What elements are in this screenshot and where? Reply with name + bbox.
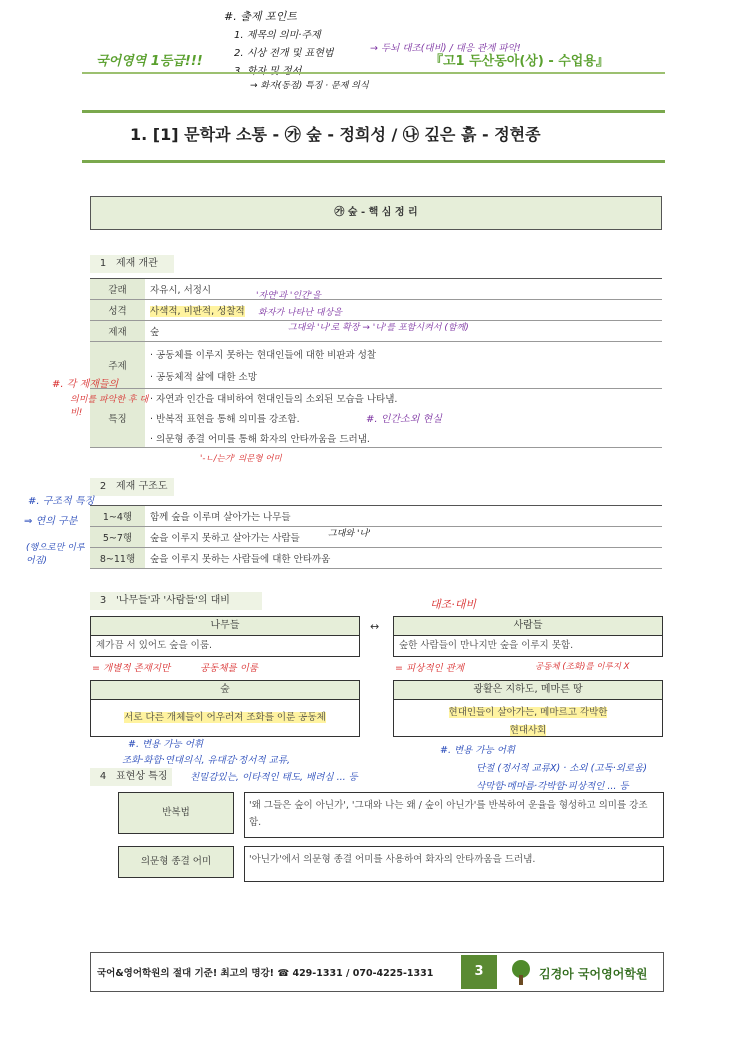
section4-num: 4 [99,771,107,782]
row-label: 성격 [90,300,145,321]
top-note-point1: 1. 제목의 의미·주제 [234,30,321,41]
main-title: 1. [1] 문학과 소통 - ㉮ 숲 - 정희성 / ㉯ 깊은 흙 - 정현종 [130,125,541,144]
footer-slogan: 국어&영어학원의 절대 기준! 최고의 명강! ☎ 429-1331 / 070-4225-1331 [97,968,434,979]
row-label: 갈래 [90,279,145,300]
feature-item: · 의문형 종결 어미를 통해 화자의 안타까움을 드러냄. [150,434,370,445]
row-value: 함께 숲을 이루며 살아가는 나무들 [145,506,662,527]
section2-num: 2 [99,481,107,492]
academy-name: 김경아 국어영어학원 [539,967,648,981]
row-label: 8~11행 [90,548,145,569]
top-note-point3 [234,62,301,77]
row-value: 숲 [145,321,662,342]
city-desc-text: 현대인들이 살아가는, 메마르고 각박한 [448,707,608,718]
note-structure2: ⇒ 연의 구분 [24,516,78,527]
row-value [145,300,662,321]
city-desc-text2: 현대사회 [509,725,547,736]
question-desc: '아닌가'에서 의문형 종결 어미를 사용하여 화자의 안타까움을 드러냄. [244,846,664,882]
tree-icon [507,959,535,991]
forest-desc [90,699,360,737]
section4-title: 표현상 특징 [116,771,168,782]
theme-item: · 공동체를 이루지 못하는 현대인들에 대한 비판과 성찰 [150,350,377,361]
section2-title: 제재 구조도 [116,481,168,492]
people-desc: 숲한 사람들이 만나지만 숲을 이루지 못함. [393,635,663,657]
note-insight: 화자가 나타난 대상을 [258,308,342,318]
city-desc-line2 [394,722,662,736]
row-value: 숲을 이루지 못하고 살아가는 사람들 [145,527,662,548]
repetition-desc: '왜 그들은 숲이 아닌가', '그대와 나는 왜 / 숲이 아닌가'를 반복하여 운율을 형성하고 의미를 강조함. [244,792,664,838]
row-value: 숲을 이루지 못하는 사람들에 대한 안타까움 [145,548,662,569]
city-label: 광활은 지하도, 메마른 땅 [393,680,663,700]
contrast-arrow: ↔ [370,620,380,633]
theme-values [145,342,662,389]
note-you-me: 그대와 '나'로 확장 → '나'를 포함시켜서 (함께) [288,323,469,333]
city-desc-line1 [394,704,662,718]
forest-label: 숲 [90,680,360,700]
feature-item: · 반복적 표현을 통해 의미를 강조함. [150,414,300,425]
feature-label: 특징 [90,389,145,448]
note-structure: #. 구조적 특징 [28,496,95,507]
note-var1: #. 변용 가능 어휘 [128,739,204,750]
note-structure3: (행으로만 이루어짐) [26,543,85,566]
top-note-point2-note: → 두뇌 대조(대비) / 대응 관계 파악! [370,43,521,54]
page-number: 3 [461,955,497,989]
note-individual: = 개별적 존재지만 [92,663,171,674]
section4-head [90,768,172,786]
note-fake: = 피상적인 관계 [395,663,465,674]
note-reality: #. 인간소외 현실 [366,414,442,425]
people-label: 사람들 [393,616,663,636]
note-var3: 친밀감있는, 이타적인 태도, 배려심 ... 등 [190,772,358,783]
row-label: 5~7행 [90,527,145,548]
top-note-title: #. 출제 포인트 [224,10,297,23]
note-var4: #. 변용 가능 어휘 [440,745,516,756]
city-desc [393,699,663,737]
question-label: 의문형 종결 어미 [118,846,234,878]
section2-head [90,478,174,496]
row-label: 제재 [90,321,145,342]
header-right-tag: 『고1 두산동아(상) - 수업용』 [430,54,609,69]
top-note-point3-sub: → 화자(동점) 특징 · 문제 의식 [250,81,369,91]
trees-label: 나무들 [90,616,360,636]
header-line [82,72,665,74]
note-question: '-ㄴ/는가' 의문형 어미 [200,454,282,464]
note-var2: 조화·화합·연대의식, 유대감·정서적 교류, [122,755,290,766]
note-nature: '자연'과 '인간'을 [256,291,321,301]
trees-desc: 제가끔 서 있어도 숲을 이룸. [90,635,360,657]
section3-title: '나무들'과 '사람들'의 대비 [116,595,230,606]
repetition-label: 반복법 [118,792,234,834]
header-left-tag: 국어영역 1등급!!! [96,54,203,69]
note-community: 공동체를 이룸 [200,663,259,674]
theme-item: · 공동체적 삶에 대한 소망 [150,372,257,383]
title-top-bar [82,110,665,113]
note-var5: 단절 (정서적 교류X) · 소외 (고독·외로움) [476,763,647,774]
note-left2: 의미를 파악한 후 대비! [70,395,149,418]
note-no-comm: 공동체 (조화)를 이루지 X [535,662,630,672]
title-bottom-bar [82,160,665,163]
note-you-me2: 그대와 '나' [328,529,371,539]
note-contrast: 대조·대비 [430,598,477,611]
row-label: 1~4행 [90,506,145,527]
forest-desc-text: 서로 다른 개체들이 어우러져 조화를 이룬 공동체 [124,712,326,723]
feature-item: · 자연과 인간을 대비하여 현대인들의 소외된 모습을 나타냄. [150,394,398,405]
top-note-point2: 2. 시상 전개 및 표현법 [234,48,334,59]
row-value: 자유시, 서정시 [145,279,662,300]
row-value-text: 사색적, 비판적, 성찰적 [150,306,245,317]
section1-title: 제재 개관 [116,258,158,269]
summary-title-box: ㉮ 숲 - 핵 심 정 리 [90,196,662,230]
section3-head [90,592,262,610]
section3-num: 3 [99,595,107,606]
section1-head [90,255,174,273]
section1-num: 1 [99,258,107,269]
note-left1: #. 각 제재들의 [52,379,119,390]
footer [90,952,664,992]
note-var6: 삭막함·메마름·각박함·피상적인 ... 등 [476,781,629,792]
theme-label: 주제 [90,342,145,389]
section2-table [90,505,662,569]
